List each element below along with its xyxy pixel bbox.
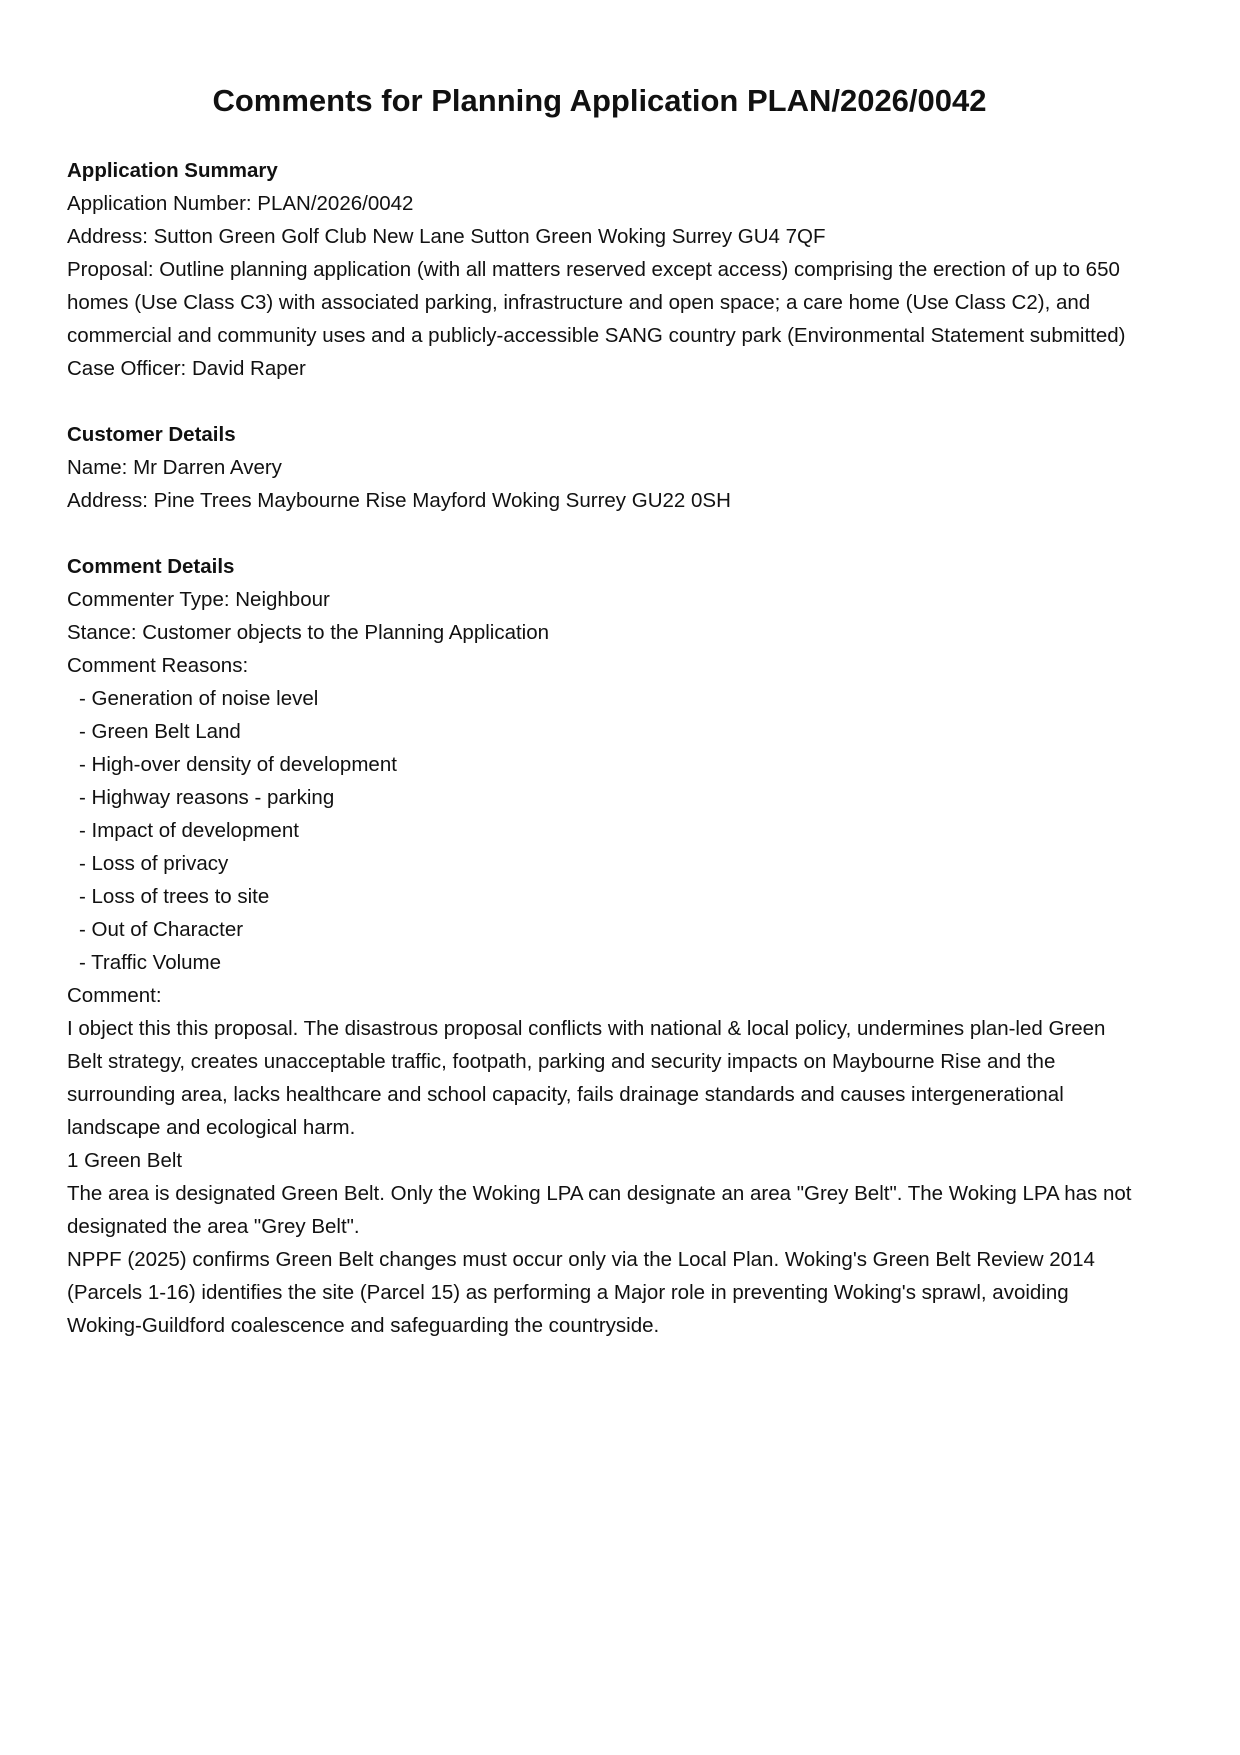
application-summary-section xyxy=(67,154,1132,385)
comment-section1-heading: 1 Green Belt xyxy=(67,1148,183,1172)
case-officer-line: Case Officer: David Raper xyxy=(67,356,306,380)
comment-reasons-list xyxy=(67,682,1132,979)
commenter-type-line: Commenter Type: Neighbour xyxy=(67,587,330,611)
reason-item: - Generation of noise level xyxy=(79,686,319,710)
application-number-line: Application Number: PLAN/2026/0042 xyxy=(67,191,414,215)
comment-details-section xyxy=(67,550,1132,1342)
application-address-line: Address: Sutton Green Golf Club New Lane Sutton Green Woking Surrey GU4 7QF xyxy=(67,224,826,248)
comment-section1-paragraph2: NPPF (2025) confirms Green Belt changes must occur only via the Local Plan. Woking's Green Belt Review 2014 (Parcels 1-16) identifies the site (Parcel 15) as performing a Major role in preventing Woking's sprawl, avoiding Woking-Guildford coalescence and safeguarding the countryside. xyxy=(67,1247,1095,1337)
customer-details-heading: Customer Details xyxy=(67,422,236,446)
reason-item: - Out of Character xyxy=(79,917,244,941)
customer-details-section xyxy=(67,418,1132,517)
stance-line: Stance: Customer objects to the Planning Application xyxy=(67,620,550,644)
comment-label: Comment: xyxy=(67,983,162,1007)
page-title: Comments for Planning Application PLAN/2026/0042 xyxy=(212,83,987,118)
comment-section1-paragraph1: The area is designated Green Belt. Only the Woking LPA can designate an area "Grey Belt". The Woking LPA has not designated the area "Grey Belt". xyxy=(67,1181,1132,1238)
reason-item: - Green Belt Land xyxy=(79,719,241,743)
reason-item: - Impact of development xyxy=(79,818,299,842)
reason-item: - Loss of privacy xyxy=(79,851,229,875)
reason-item: - Traffic Volume xyxy=(79,950,222,974)
customer-name-line: Name: Mr Darren Avery xyxy=(67,455,282,479)
comment-reasons-label: Comment Reasons: xyxy=(67,653,249,677)
reason-item: - Loss of trees to site xyxy=(79,884,270,908)
comment-details-heading: Comment Details xyxy=(67,554,235,578)
reason-item: - High-over density of development xyxy=(79,752,397,776)
application-proposal-line: Proposal: Outline planning application (with all matters reserved except access) comprising the erection of up to 650 homes (Use Class C3) with associated parking, infrastructure and open space; a care home (Use Class C2), and commercial and community uses and a publicly-accessible SANG country park (Environmental Statement submitted) xyxy=(67,257,1126,347)
application-summary-heading: Application Summary xyxy=(67,158,278,182)
comment-intro-paragraph: I object this this proposal. The disastrous proposal conflicts with national & local policy, undermines plan-led Green Belt strategy, creates unacceptable traffic, footpath, parking and security impacts on Maybourne Rise and the surrounding area, lacks healthcare and school capacity, fails drainage standards and causes intergenerational landscape and ecological harm. xyxy=(67,1016,1106,1139)
reason-item: - Highway reasons - parking xyxy=(79,785,335,809)
customer-address-line: Address: Pine Trees Maybourne Rise Mayford Woking Surrey GU22 0SH xyxy=(67,488,731,512)
